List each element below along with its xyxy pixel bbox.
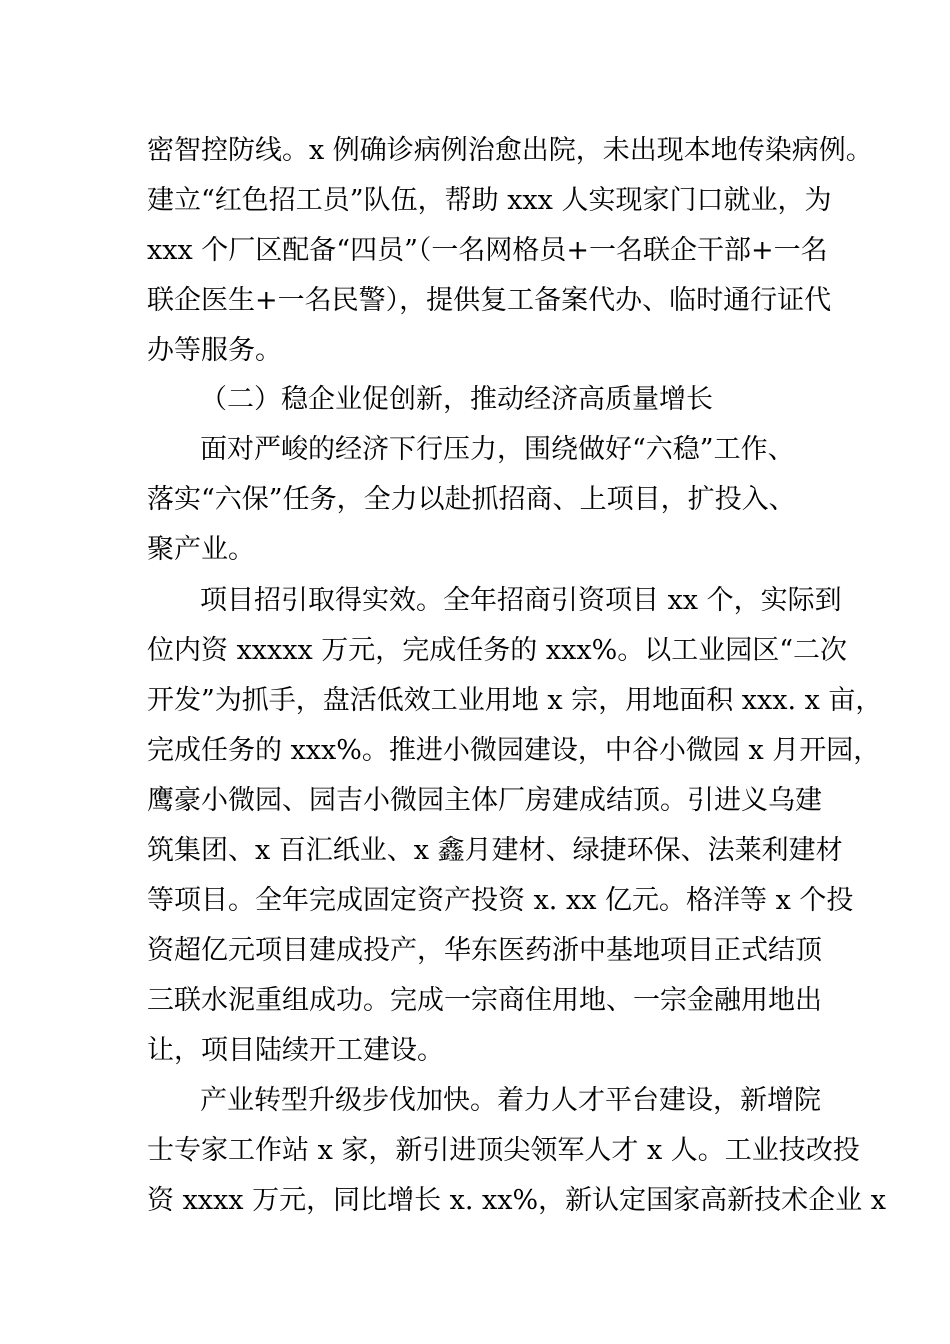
section-heading: （二）稳企业促创新，推动经济高质量增长 <box>200 384 713 415</box>
body-text-line: 联企医生+一名民警），提供复工备案代办、临时通行证代 <box>147 285 832 316</box>
body-text-line: 资 xxxx 万元，同比增长 x. xx%，新认定国家高新技术企业 x <box>147 1185 886 1216</box>
body-text-line: xxx 个厂区配备“四员”（一名网格员+一名联企干部+一名 <box>147 235 828 266</box>
body-text-line: 士专家工作站 x 家，新引进顶尖领军人才 x 人。工业技改投 <box>147 1135 860 1166</box>
body-text-line: 项目招引取得实效。全年招商引资项目 xx 个，实际到 <box>200 585 842 616</box>
body-text-line: 建立“红色招工员”队伍，帮助 xxx 人实现家门口就业，为 <box>147 185 832 216</box>
body-text-line: 办等服务。 <box>147 335 282 366</box>
body-text-line: 等项目。全年完成固定资产投资 x. xx 亿元。格洋等 x 个投 <box>147 885 854 916</box>
body-text-line: 让，项目陆续开工建设。 <box>147 1035 444 1066</box>
body-text-line: 落实“六保”任务，全力以赴抓招商、上项目，扩投入、 <box>147 484 796 515</box>
body-text-line: 位内资 xxxxx 万元，完成任务的 xxx%。以工业园区“二次 <box>147 635 848 666</box>
body-text-line: 筑集团、x 百汇纸业、x 鑫月建材、绿捷环保、法莱利建材 <box>147 835 843 866</box>
body-text-line: 聚产业。 <box>147 534 255 565</box>
body-text-line: 完成任务的 xxx%。推进小微园建设，中谷小微园 x 月开园， <box>147 735 881 766</box>
body-text-line: 鹰豪小微园、园吉小微园主体厂房建成结顶。引进义乌建 <box>147 785 822 816</box>
body-text-line: 密智控防线。x 例确诊病例治愈出院，未出现本地传染病例。 <box>147 135 873 166</box>
body-text-line: 产业转型升级步伐加快。着力人才平台建设，新增院 <box>200 1085 821 1116</box>
body-text-line: 开发”为抓手，盘活低效工业用地 x 宗，用地面积 xxx. x 亩， <box>147 685 883 716</box>
body-text-line: 面对严峻的经济下行压力，围绕做好“六稳”工作、 <box>200 434 795 465</box>
body-text-line: 资超亿元项目建成投产，华东医药浙中基地项目正式结顶 <box>147 935 822 966</box>
body-text-line: 三联水泥重组成功。完成一宗商住用地、一宗金融用地出 <box>147 985 822 1016</box>
